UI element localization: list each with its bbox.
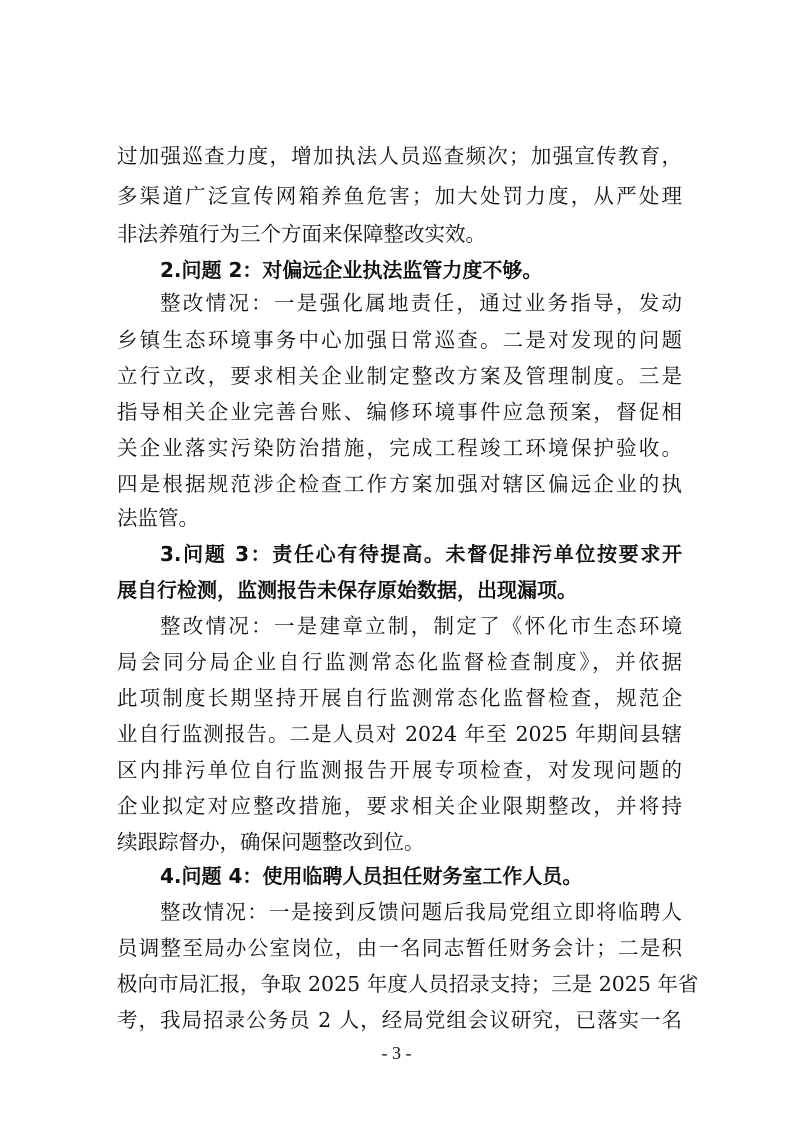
section-heading-problem-2: 2.问题 2：对偏远企业执法监管力度不够。 <box>160 258 543 282</box>
body-text-line: 非法养殖行为三个方面来保障整改实效。 <box>117 222 486 246</box>
body-text-line: 立行立改，要求相关企业制定整改方案及管理制度。三是 <box>117 364 682 388</box>
body-text-line: 关企业落实污染防治措施，完成工程竣工环境保护验收。 <box>117 436 682 460</box>
section-heading-problem-3: 3.问题 3：责任心有待提高。未督促排污单位按要求开 <box>160 542 682 566</box>
body-text-line: 此项制度长期坚持开展自行监测常态化监督检查，规范企 <box>117 686 682 710</box>
body-text-line: 多渠道广泛宣传网箱养鱼危害；加大处罚力度，从严处理 <box>117 184 682 208</box>
body-text-line: 续跟踪督办，确保问题整改到位。 <box>117 830 425 854</box>
body-text-line: 企业拟定对应整改措施，要求相关企业限期整改，并将持 <box>117 794 682 818</box>
body-text-line: 四是根据规范涉企检查工作方案加强对辖区偏远企业的执 <box>117 472 682 496</box>
page-number: - 3 - <box>381 1043 412 1063</box>
section-heading-problem-3-cont: 展自行检测，监测报告未保存原始数据，出现漏项。 <box>117 578 577 602</box>
body-text-line: 过加强巡查力度，增加执法人员巡查频次；加强宣传教育， <box>117 144 682 168</box>
body-text-line: 指导相关企业完善台账、编修环境事件应急预案，督促相 <box>117 400 682 424</box>
body-text-line: 极向市局汇报，争取 2025 年度人员招录支持；三是 2025 年省 <box>117 972 699 996</box>
body-text-line: 乡镇生态环境事务中心加强日常巡查。二是对发现的问题 <box>117 328 682 352</box>
body-text-line: 法监管。 <box>117 506 199 530</box>
body-text-line: 整改情况：一是接到反馈问题后我局党组立即将临聘人 <box>160 900 682 924</box>
body-text-line: 整改情况：一是建章立制，制定了《怀化市生态环境 <box>160 614 682 638</box>
body-text-line: 员调整至局办公室岗位，由一名同志暂任财务会计；二是积 <box>117 936 682 960</box>
body-text-line: 业自行监测报告。二是人员对 2024 年至 2025 年期间县辖 <box>117 722 682 746</box>
body-text-line: 考，我局招录公务员 2 人，经局党组会议研究，已落实一名 <box>117 1008 682 1032</box>
section-heading-problem-4: 4.问题 4：使用临聘人员担任财务室工作人员。 <box>160 864 583 888</box>
body-text-line: 整改情况：一是强化属地责任，通过业务指导，发动 <box>160 291 682 315</box>
body-text-line: 区内排污单位自行监测报告开展专项检查，对发现问题的 <box>117 758 682 782</box>
body-text-line: 局会同分局企业自行监测常态化监督检查制度》，并依据 <box>117 650 682 674</box>
